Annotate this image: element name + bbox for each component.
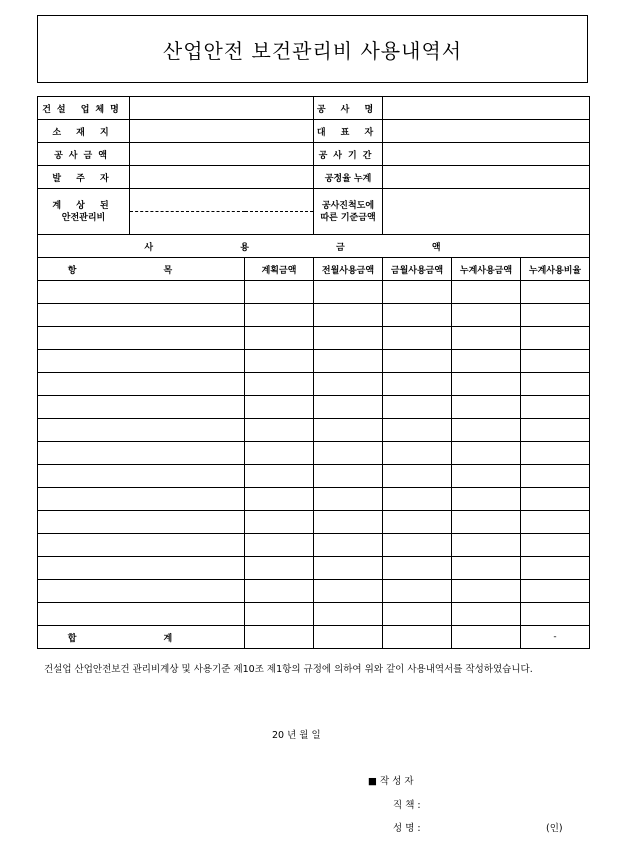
- row-ratio[interactable]: [521, 534, 590, 557]
- row-plan[interactable]: [245, 488, 314, 511]
- usage-row: [38, 465, 590, 488]
- row-prev-month[interactable]: [314, 396, 383, 419]
- usage-row: [38, 442, 590, 465]
- standard-amount-value[interactable]: [383, 189, 590, 235]
- row-item[interactable]: [38, 281, 245, 304]
- seal-mark: (인): [546, 823, 563, 834]
- row-item[interactable]: [38, 580, 245, 603]
- contract-amount-label: 공사금액: [38, 143, 130, 166]
- construction-period-label: 공사기간: [314, 143, 383, 166]
- row-plan[interactable]: [245, 580, 314, 603]
- row-item[interactable]: [38, 327, 245, 350]
- row-current-month[interactable]: [383, 580, 452, 603]
- row-item[interactable]: [38, 557, 245, 580]
- usage-amount-header: 사 용 금 액: [38, 235, 590, 258]
- row-ratio[interactable]: [521, 580, 590, 603]
- row-item[interactable]: [38, 304, 245, 327]
- usage-row: [38, 327, 590, 350]
- row-plan[interactable]: [245, 327, 314, 350]
- row-item[interactable]: [38, 488, 245, 511]
- usage-row: [38, 373, 590, 396]
- row-prev-month[interactable]: [314, 442, 383, 465]
- row-item[interactable]: [38, 534, 245, 557]
- usage-form-table: [37, 96, 590, 649]
- date-line: 20 년 월 일: [272, 730, 321, 741]
- row-current-month[interactable]: [383, 534, 452, 557]
- progress-value[interactable]: [383, 166, 590, 189]
- row-current-month[interactable]: [383, 281, 452, 304]
- row-ratio[interactable]: [521, 281, 590, 304]
- author-heading: ■ 작 성 자: [368, 776, 414, 787]
- usage-row: [38, 603, 590, 626]
- row-ratio[interactable]: [521, 327, 590, 350]
- usage-row: [38, 396, 590, 419]
- row-plan[interactable]: [245, 281, 314, 304]
- column-item: 항 목: [38, 258, 245, 281]
- row-prev-month[interactable]: [314, 511, 383, 534]
- row-current-month[interactable]: [383, 488, 452, 511]
- row-plan[interactable]: [245, 465, 314, 488]
- row-cumulative[interactable]: [452, 281, 521, 304]
- row-prev-month[interactable]: [314, 419, 383, 442]
- row-plan[interactable]: [245, 603, 314, 626]
- row-cumulative[interactable]: [452, 396, 521, 419]
- row-item[interactable]: [38, 511, 245, 534]
- usage-row: [38, 580, 590, 603]
- row-prev-month[interactable]: [314, 534, 383, 557]
- row-item[interactable]: [38, 396, 245, 419]
- budgeted-label-line2: 안전관리비: [61, 212, 106, 223]
- row-prev-month[interactable]: [314, 465, 383, 488]
- name-field: 성 명 :: [393, 823, 421, 834]
- row-item[interactable]: [38, 350, 245, 373]
- usage-row: [38, 534, 590, 557]
- row-plan[interactable]: [245, 304, 314, 327]
- row-prev-month[interactable]: [314, 557, 383, 580]
- row-ratio[interactable]: [521, 396, 590, 419]
- row-current-month[interactable]: [383, 327, 452, 350]
- row-prev-month[interactable]: [314, 304, 383, 327]
- row-cumulative[interactable]: [452, 465, 521, 488]
- row-current-month[interactable]: [383, 465, 452, 488]
- usage-row: [38, 304, 590, 327]
- usage-row: [38, 557, 590, 580]
- row-plan[interactable]: [245, 396, 314, 419]
- total-plan[interactable]: [245, 626, 314, 649]
- row-current-month[interactable]: [383, 373, 452, 396]
- row-ratio[interactable]: [521, 304, 590, 327]
- row-prev-month[interactable]: [314, 327, 383, 350]
- row-item[interactable]: [38, 603, 245, 626]
- client-label: 발 주 자: [38, 166, 130, 189]
- row-ratio[interactable]: [521, 350, 590, 373]
- usage-rows: [38, 281, 590, 626]
- contract-amount-value[interactable]: [130, 143, 314, 166]
- total-cumulative[interactable]: [452, 626, 521, 649]
- row-current-month[interactable]: [383, 396, 452, 419]
- project-name-label: 공 사 명: [314, 97, 383, 120]
- standard-label-line2: 따른 기준금액: [320, 212, 376, 223]
- row-prev-month[interactable]: [314, 373, 383, 396]
- row-ratio[interactable]: [521, 488, 590, 511]
- row-current-month[interactable]: [383, 442, 452, 465]
- row-ratio[interactable]: [521, 557, 590, 580]
- row-plan[interactable]: [245, 373, 314, 396]
- row-cumulative[interactable]: [452, 304, 521, 327]
- representative-label: 대 표 자: [314, 120, 383, 143]
- budgeted-safety-cost-label: [38, 189, 130, 235]
- representative-value[interactable]: [383, 120, 590, 143]
- column-current-month: 금월사용금액: [383, 258, 452, 281]
- total-label: 합 계: [38, 626, 245, 649]
- address-value[interactable]: [130, 120, 314, 143]
- standard-label-line1: 공사진척도에: [321, 200, 375, 211]
- standard-amount-label: [314, 189, 383, 235]
- row-current-month[interactable]: [383, 557, 452, 580]
- usage-row: [38, 350, 590, 373]
- project-name-value[interactable]: [383, 97, 590, 120]
- row-item[interactable]: [38, 442, 245, 465]
- progress-label: 공정율 누계: [314, 166, 383, 189]
- usage-row: [38, 488, 590, 511]
- row-current-month[interactable]: [383, 304, 452, 327]
- row-ratio[interactable]: [521, 465, 590, 488]
- construction-period-value[interactable]: [383, 143, 590, 166]
- document-title: 산업안전 보건관리비 사용내역서: [37, 15, 588, 83]
- row-prev-month[interactable]: [314, 350, 383, 373]
- row-plan[interactable]: [245, 534, 314, 557]
- row-item[interactable]: [38, 373, 245, 396]
- column-prev-month: 전월사용금액: [314, 258, 383, 281]
- row-cumulative[interactable]: [452, 557, 521, 580]
- column-cumulative-ratio: 누계사용비율: [521, 258, 590, 281]
- row-prev-month[interactable]: [314, 603, 383, 626]
- row-ratio[interactable]: [521, 511, 590, 534]
- column-cumulative: 누계사용금액: [452, 258, 521, 281]
- row-cumulative[interactable]: [452, 488, 521, 511]
- row-cumulative[interactable]: [452, 534, 521, 557]
- usage-row: [38, 511, 590, 534]
- row-cumulative[interactable]: [452, 580, 521, 603]
- usage-row: [38, 419, 590, 442]
- column-plan: 계획금액: [245, 258, 314, 281]
- row-plan[interactable]: [245, 557, 314, 580]
- row-plan[interactable]: [245, 350, 314, 373]
- row-cumulative[interactable]: [452, 511, 521, 534]
- row-plan[interactable]: [245, 442, 314, 465]
- client-value[interactable]: [130, 166, 314, 189]
- budgeted-label-line1: 계 상 된: [52, 200, 115, 211]
- total-current-month[interactable]: [383, 626, 452, 649]
- row-prev-month[interactable]: [314, 580, 383, 603]
- row-cumulative[interactable]: [452, 373, 521, 396]
- declaration-text: 건설업 산업안전보건 관리비계상 및 사용기준 제10조 제1항의 규정에 의하여 위와 같이 사용내역서를 작성하였습니다.: [44, 664, 533, 675]
- company-label: 건설 업체명: [38, 97, 130, 120]
- total-ratio: -: [521, 626, 590, 649]
- row-cumulative[interactable]: [452, 603, 521, 626]
- row-item[interactable]: [38, 465, 245, 488]
- row-ratio[interactable]: [521, 419, 590, 442]
- row-current-month[interactable]: [383, 603, 452, 626]
- usage-row: [38, 281, 590, 304]
- row-cumulative[interactable]: [452, 419, 521, 442]
- row-ratio[interactable]: [521, 442, 590, 465]
- row-cumulative[interactable]: [452, 327, 521, 350]
- row-prev-month[interactable]: [314, 488, 383, 511]
- row-ratio[interactable]: [521, 603, 590, 626]
- total-prev-month[interactable]: [314, 626, 383, 649]
- row-current-month[interactable]: [383, 419, 452, 442]
- position-field: 직 책 :: [393, 800, 421, 811]
- row-plan[interactable]: [245, 511, 314, 534]
- row-cumulative[interactable]: [452, 442, 521, 465]
- budgeted-safety-cost-value-2[interactable]: [130, 212, 314, 235]
- row-item[interactable]: [38, 419, 245, 442]
- row-prev-month[interactable]: [314, 281, 383, 304]
- address-label: 소 재 지: [38, 120, 130, 143]
- row-current-month[interactable]: [383, 350, 452, 373]
- row-cumulative[interactable]: [452, 350, 521, 373]
- row-ratio[interactable]: [521, 373, 590, 396]
- company-value[interactable]: [130, 97, 314, 120]
- row-current-month[interactable]: [383, 511, 452, 534]
- budgeted-safety-cost-value-1[interactable]: [130, 189, 314, 212]
- row-plan[interactable]: [245, 419, 314, 442]
